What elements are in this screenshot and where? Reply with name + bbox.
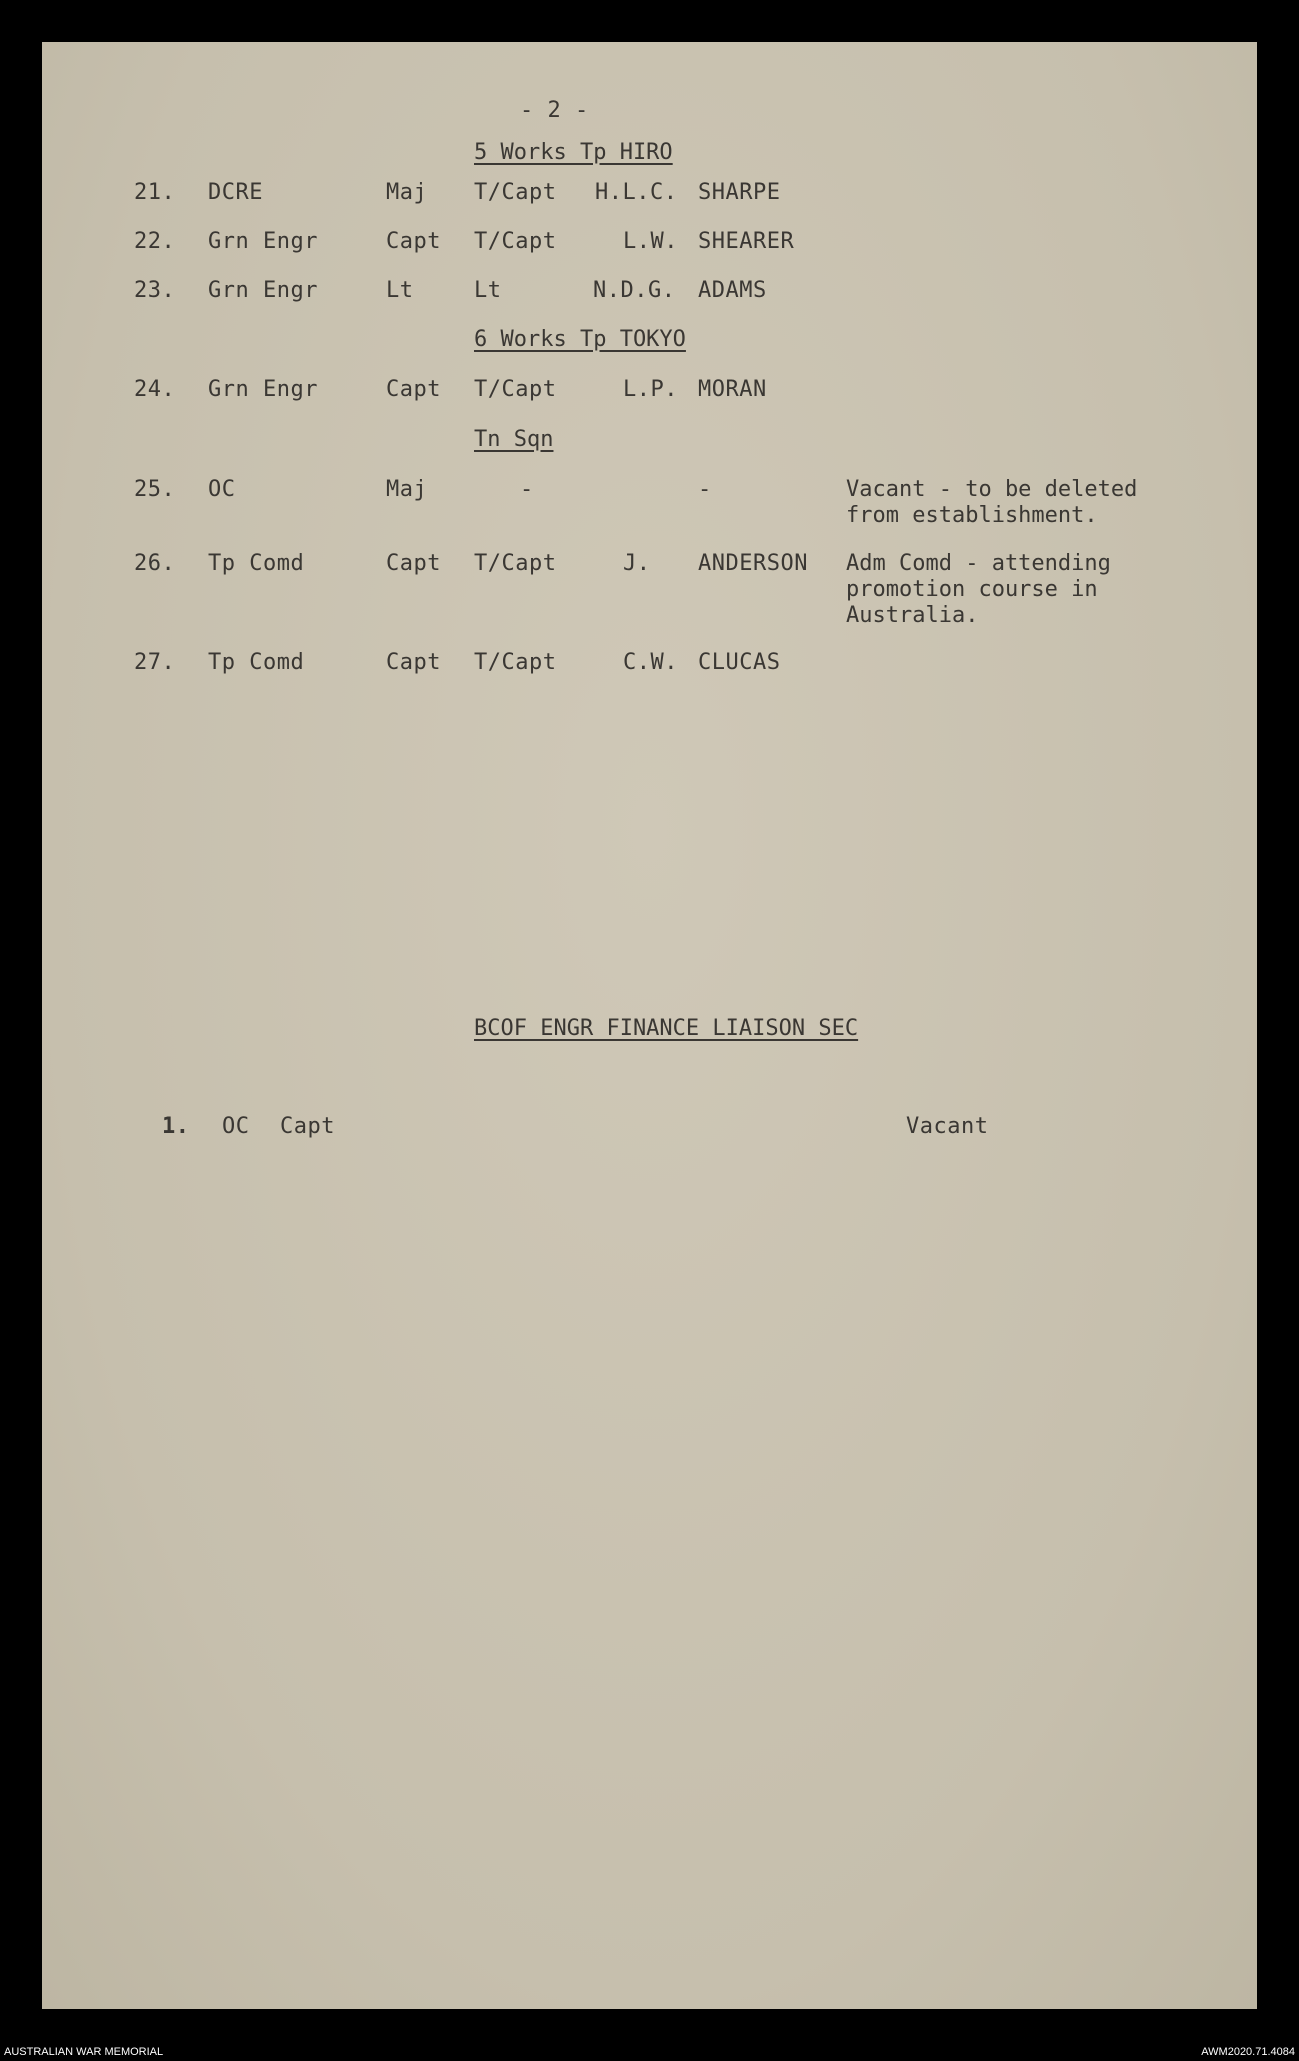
rank: Capt bbox=[386, 229, 441, 254]
rank-held: Lt bbox=[474, 278, 502, 303]
surname: MORAN bbox=[698, 377, 767, 402]
rank-held: T/Capt bbox=[474, 650, 557, 675]
initials: C.W. bbox=[623, 650, 678, 675]
appointment: OC bbox=[208, 477, 236, 502]
appointment: Grn Engr bbox=[208, 278, 318, 303]
rank-held: - bbox=[520, 477, 534, 502]
initials: H.L.C. bbox=[595, 180, 678, 205]
surname: SHEARER bbox=[698, 229, 795, 254]
rank: Capt bbox=[386, 650, 441, 675]
section-heading-tn-sqn: Tn Sqn bbox=[474, 427, 554, 452]
section-heading-works-hiro: 5 Works Tp HIRO bbox=[474, 140, 673, 165]
surname: SHARPE bbox=[698, 180, 781, 205]
rank: Capt bbox=[386, 551, 441, 576]
rank-held: T/Capt bbox=[474, 229, 557, 254]
rank: Maj bbox=[386, 180, 428, 205]
surname: ADAMS bbox=[698, 278, 767, 303]
rank: Maj bbox=[386, 477, 428, 502]
section-heading-works-tokyo: 6 Works Tp TOKYO bbox=[474, 327, 686, 352]
remarks: Vacant bbox=[906, 1114, 989, 1139]
page-number: - 2 - bbox=[520, 98, 589, 123]
appointment: Grn Engr bbox=[208, 229, 318, 254]
appointment: Tp Comd bbox=[208, 650, 305, 675]
rank: Lt bbox=[386, 278, 414, 303]
remarks: Vacant - to be deleted from establishment. bbox=[846, 477, 1138, 528]
initials: L.P. bbox=[623, 377, 678, 402]
appointment: DCRE bbox=[208, 180, 263, 205]
section-heading-finance: BCOF ENGR FINANCE LIAISON SEC bbox=[474, 1016, 859, 1041]
appointment: Grn Engr bbox=[208, 377, 318, 402]
document-page bbox=[42, 42, 1257, 2009]
row-number: 24. bbox=[134, 377, 176, 402]
rank-held: T/Capt bbox=[474, 180, 557, 205]
initials: J. bbox=[623, 551, 651, 576]
rank-held: T/Capt bbox=[474, 377, 557, 402]
initials: L.W. bbox=[623, 229, 678, 254]
rank: Capt bbox=[280, 1114, 335, 1139]
rank: Capt bbox=[386, 377, 441, 402]
archive-reference: AWM2020.71.4084 bbox=[1201, 2046, 1295, 2058]
row-number: 25. bbox=[134, 477, 176, 502]
surname: - bbox=[698, 477, 712, 502]
initials: N.D.G. bbox=[593, 278, 676, 303]
row-number: 22. bbox=[134, 229, 176, 254]
remarks: Adm Comd - attending promotion course in Australia. bbox=[846, 551, 1111, 628]
row-number: 21. bbox=[134, 180, 176, 205]
rank-held: T/Capt bbox=[474, 551, 557, 576]
surname: ANDERSON bbox=[698, 551, 808, 576]
row-number: 26. bbox=[134, 551, 176, 576]
surname: CLUCAS bbox=[698, 650, 781, 675]
archive-credit: AUSTRALIAN WAR MEMORIAL bbox=[4, 2046, 164, 2058]
row-number: 23. bbox=[134, 278, 176, 303]
row-number: 27. bbox=[134, 650, 176, 675]
appointment: Tp Comd bbox=[208, 551, 305, 576]
row-number: 1. bbox=[162, 1114, 190, 1139]
appointment: OC bbox=[222, 1114, 250, 1139]
